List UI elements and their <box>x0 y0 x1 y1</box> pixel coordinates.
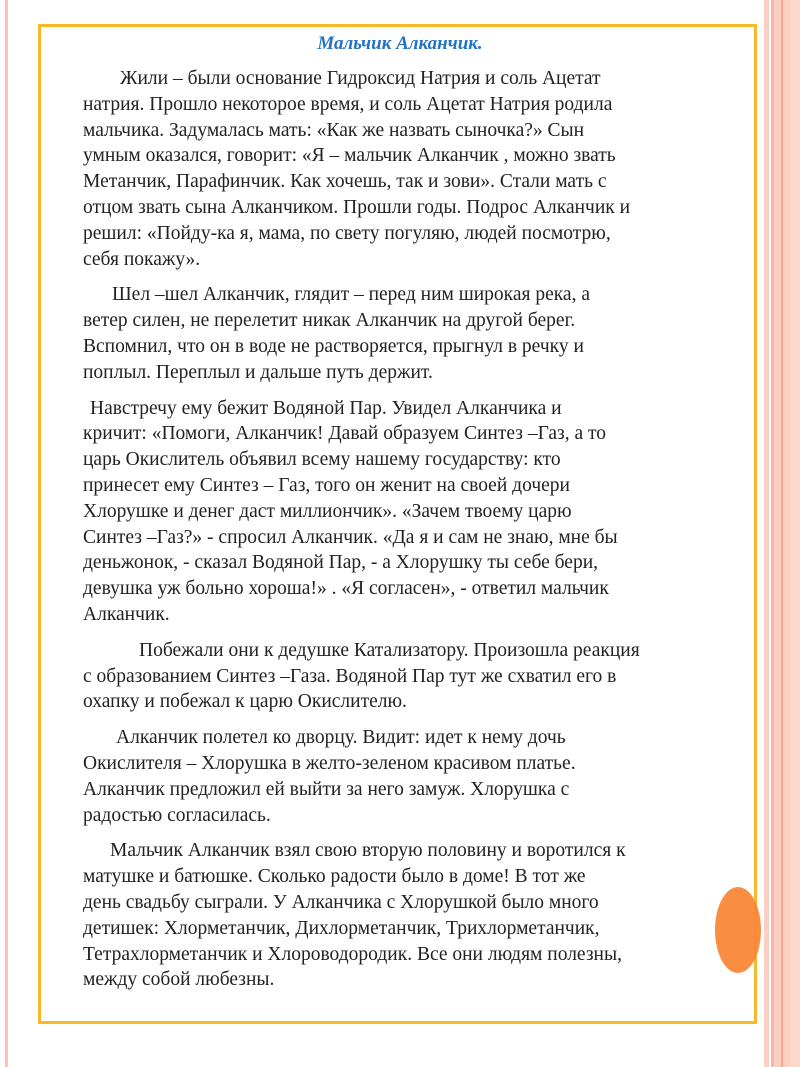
right-decorative-stripes <box>764 0 800 1067</box>
text-line: девушка уж больно хороша!» . «Я согласен», - ответил мальчик <box>83 578 609 600</box>
text-line: Алканчик. <box>83 603 170 625</box>
text-line: деньжонок, - сказал Водяной Пар, - а Хлорушку ты себе бери, <box>83 552 599 574</box>
text-line: радостью согласилась. <box>83 804 271 826</box>
paragraph <box>83 396 733 628</box>
text-line: день свадьбу сыграли. У Алканчика с Хлорушкой было много <box>83 891 599 913</box>
text-line: Тетрахлорметанчик и Хлороводородик. Все они людям полезны, <box>83 943 622 965</box>
text-line: матушке и батюшке. Сколько радости было в доме! В тот же <box>83 866 586 888</box>
text-line: Алканчик предложил ей выйти за него замуж. Хлорушка с <box>83 778 570 800</box>
orange-circle-decoration <box>715 887 761 973</box>
text-line: отцом звать сына Алканчиком. Прошли годы. Подрос Алканчик и <box>83 196 631 218</box>
text-line: натрия. Прошло некоторое время, и соль Ацетат Натрия родила <box>83 93 613 115</box>
text-line: кричит: «Помоги, Алканчик! Давай образуем Синтез –Газ, а то <box>83 423 607 445</box>
text-line: Побежали они к дедушке Катализатору. Произошла реакция <box>139 639 640 661</box>
text-line: с образованием Синтез –Газа. Водяной Пар тут же схватил его в <box>83 665 617 687</box>
left-decorative-stripe <box>5 0 8 1067</box>
paragraph <box>83 66 733 272</box>
text-line: решил: «Пойду-ка я, мама, по свету погуляю, людей посмотрю, <box>83 222 611 244</box>
text-line: Жили – были основание Гидроксид Натрия и соль Ацетат <box>120 68 601 89</box>
text-line: Вспомнил, что он в воде не растворяется, прыгнул в речку и <box>83 335 584 357</box>
text-line: царь Окислитель объявил всему нашему государству: кто <box>83 449 561 471</box>
paragraph <box>83 282 733 385</box>
text-line: между собой любезны. <box>83 969 275 991</box>
paragraph <box>83 638 733 715</box>
text-line: детишек: Хлорметанчик, Дихлорметанчик, Трихлорметанчик, <box>83 917 600 939</box>
text-line: Шел –шел Алканчик, глядит – перед ним широкая река, а <box>112 284 590 306</box>
text-line: Метанчик, Парафинчик. Как хочешь, так и зови». Стали мать с <box>83 171 607 193</box>
text-line: ветер силен, не перелетит никак Алканчик на другой берег. <box>83 310 576 332</box>
text-line: Хлорушке и денег даст миллиончик». «Зачем твоему царю <box>83 500 572 522</box>
text-line: поплыл. Переплыл и дальше путь держит. <box>83 361 433 383</box>
text-line: себя покажу». <box>83 248 201 270</box>
story-title: Мальчик Алканчик. <box>317 33 483 54</box>
text-line: Синтез –Газ?» - спросил Алканчик. «Да я и сам не знаю, мне бы <box>83 526 618 548</box>
paragraph <box>83 725 733 828</box>
text-line: умным оказался, говорит: «Я – мальчик Алканчик , можно звать <box>83 145 616 167</box>
text-line: Алканчик полетел ко дворцу. Видит: идет к нему дочь <box>116 727 566 749</box>
story-text <box>83 66 733 1003</box>
text-line: мальчика. Задумалась мать: «Как же назвать сыночка?» Сын <box>83 119 585 141</box>
text-line: Окислителя – Хлорушка в желто-зеленом красивом платье. <box>83 752 576 774</box>
paragraph <box>83 838 733 993</box>
text-line: Мальчик Алканчик взял свою вторую половину и воротился к <box>110 840 626 862</box>
text-line: охапку и побежал к царю Окислителю. <box>83 691 407 713</box>
text-line: принесет ему Синтез – Газ, того он женит на своей дочери <box>83 474 570 496</box>
text-line: Навстречу ему бежит Водяной Пар. Увидел Алканчика и <box>90 397 562 419</box>
